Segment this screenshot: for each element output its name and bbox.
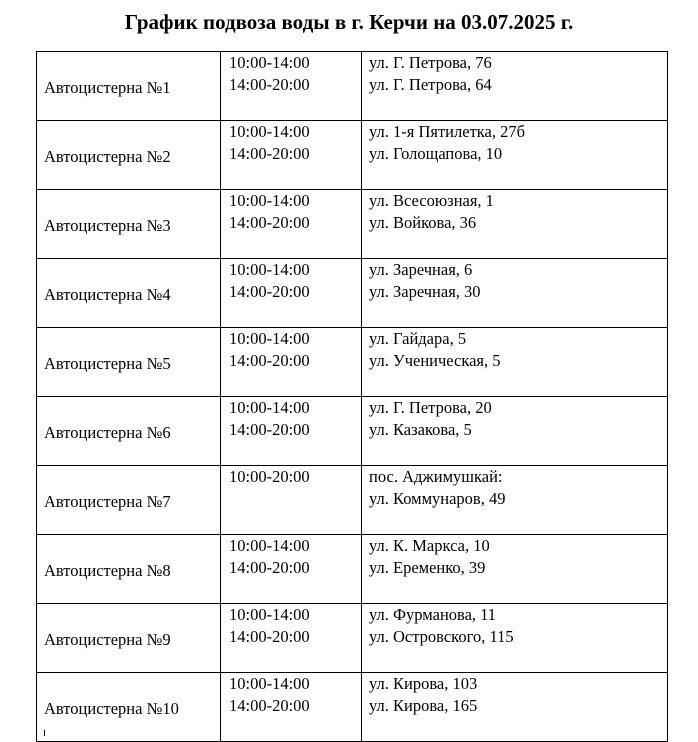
water-schedule-table <box>36 51 668 742</box>
truck-name-cell: Автоцистерна №9 <box>37 604 221 673</box>
truck-name-cell: Автоцистерна №6 <box>37 397 221 466</box>
time-slot: 10:00-14:00 <box>229 674 310 693</box>
time-slots-cell <box>221 52 362 121</box>
addresses-cell <box>362 52 668 121</box>
address: ул. Г. Петрова, 64 <box>369 75 492 94</box>
time-slot: 10:00-14:00 <box>229 191 310 210</box>
stray-mark <box>44 730 45 736</box>
addresses-cell <box>362 604 668 673</box>
address: ул. Коммунаров, 49 <box>369 489 506 508</box>
time-slots-cell <box>221 466 362 535</box>
address: ул. Кирова, 103 <box>369 674 478 693</box>
address: ул. Г. Петрова, 20 <box>369 398 492 417</box>
address: ул. Фурманова, 11 <box>369 605 497 624</box>
table-row <box>37 604 668 673</box>
time-slots-cell <box>221 259 362 328</box>
time-slot: 14:00-20:00 <box>229 144 310 163</box>
address: ул. Ученическая, 5 <box>369 351 501 370</box>
time-slot: 10:00-14:00 <box>229 398 310 417</box>
time-slot: 10:00-14:00 <box>229 260 310 279</box>
table-row <box>37 259 668 328</box>
address: ул. Гайдара, 5 <box>369 329 467 348</box>
time-slots-cell <box>221 604 362 673</box>
time-slot: 14:00-20:00 <box>229 351 310 370</box>
time-slots-cell <box>221 190 362 259</box>
addresses-cell <box>362 535 668 604</box>
address: ул. Войкова, 36 <box>369 213 477 232</box>
address: пос. Аджимушкай: <box>369 467 503 486</box>
time-slots-cell <box>221 397 362 466</box>
addresses-cell <box>362 328 668 397</box>
address: ул. Г. Петрова, 76 <box>369 53 492 72</box>
addresses-cell <box>362 259 668 328</box>
table-row <box>37 466 668 535</box>
time-slot: 10:00-14:00 <box>229 122 310 141</box>
address: ул. 1-я Пятилетка, 27б <box>369 122 526 141</box>
time-slot: 14:00-20:00 <box>229 75 310 94</box>
address: ул. Всесоюзная, 1 <box>369 191 494 210</box>
time-slot: 10:00-14:00 <box>229 329 310 348</box>
table-row <box>37 52 668 121</box>
table-row <box>37 673 668 742</box>
address: ул. Островского, 115 <box>369 627 514 646</box>
page-title: График подвоза воды в г. Керчи на 03.07.2025 г. <box>124 10 574 34</box>
time-slot: 10:00-14:00 <box>229 53 310 72</box>
address: ул. Казакова, 5 <box>369 420 472 439</box>
table-row <box>37 190 668 259</box>
address: ул. Кирова, 165 <box>369 696 478 715</box>
time-slot: 14:00-20:00 <box>229 213 310 232</box>
table-row <box>37 535 668 604</box>
time-slot: 14:00-20:00 <box>229 282 310 301</box>
table-row <box>37 121 668 190</box>
schedule-body <box>37 52 668 742</box>
addresses-cell <box>362 397 668 466</box>
truck-name-cell: Автоцистерна №8 <box>37 535 221 604</box>
time-slot: 10:00-14:00 <box>229 536 310 555</box>
truck-name-cell: Автоцистерна №10 <box>37 673 221 742</box>
time-slot: 14:00-20:00 <box>229 696 310 715</box>
time-slot: 10:00-20:00 <box>229 467 310 486</box>
time-slots-cell <box>221 535 362 604</box>
address: ул. К. Маркса, 10 <box>369 536 490 555</box>
time-slots-cell <box>221 673 362 742</box>
truck-name-cell: Автоцистерна №3 <box>37 190 221 259</box>
truck-name-cell: Автоцистерна №2 <box>37 121 221 190</box>
time-slot: 14:00-20:00 <box>229 558 310 577</box>
address: ул. Еременко, 39 <box>369 558 486 577</box>
truck-name-cell: Автоцистерна №1 <box>37 52 221 121</box>
table-row <box>37 328 668 397</box>
address: ул. Голощапова, 10 <box>369 144 503 163</box>
addresses-cell <box>362 673 668 742</box>
addresses-cell <box>362 466 668 535</box>
time-slots-cell <box>221 121 362 190</box>
table-row <box>37 397 668 466</box>
time-slot: 14:00-20:00 <box>229 420 310 439</box>
truck-name-cell: Автоцистерна №5 <box>37 328 221 397</box>
truck-name-cell: Автоцистерна №4 <box>37 259 221 328</box>
addresses-cell <box>362 121 668 190</box>
time-slot: 10:00-14:00 <box>229 605 310 624</box>
address: ул. Заречная, 30 <box>369 282 481 301</box>
address: ул. Заречная, 6 <box>369 260 473 279</box>
time-slot: 14:00-20:00 <box>229 627 310 646</box>
truck-name-cell: Автоцистерна №7 <box>37 466 221 535</box>
addresses-cell <box>362 190 668 259</box>
time-slots-cell <box>221 328 362 397</box>
